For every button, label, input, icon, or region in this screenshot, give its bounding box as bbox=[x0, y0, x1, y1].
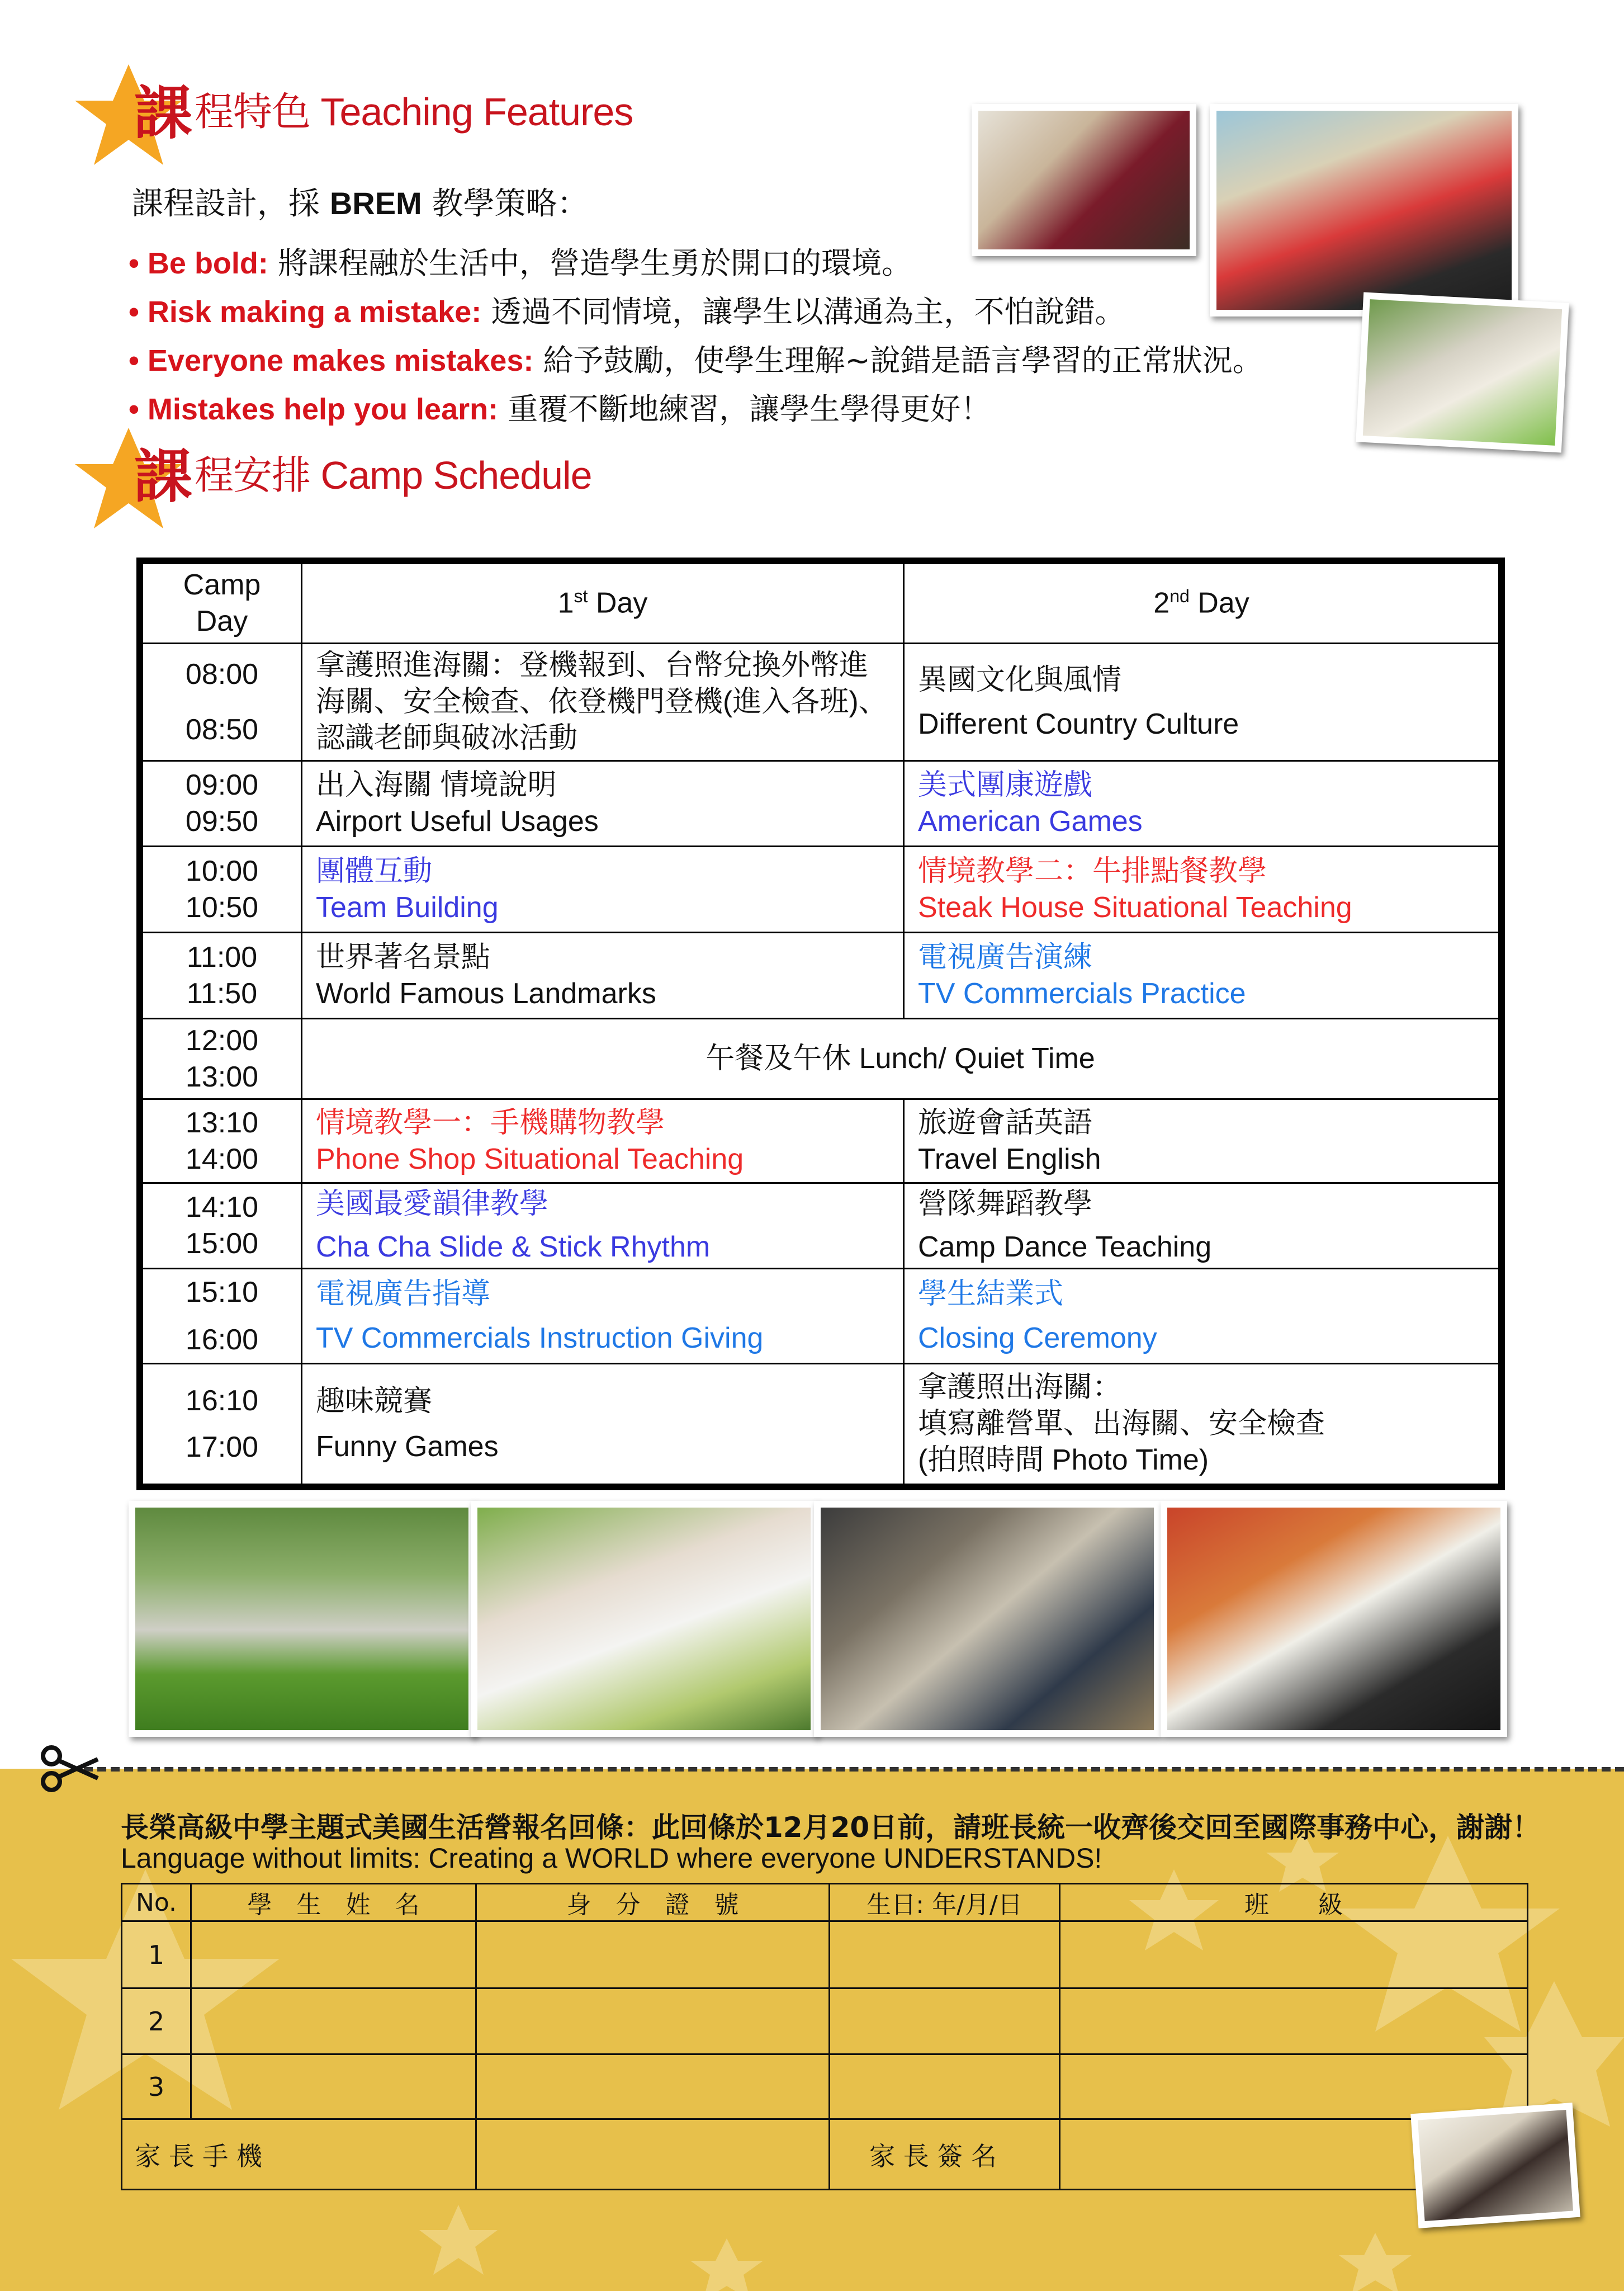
day1-cell: 趣味競賽 Funny Games bbox=[302, 1364, 904, 1485]
birthday-field[interactable] bbox=[830, 2054, 1060, 2119]
parent-sign-label: 家 長 簽 名 bbox=[830, 2119, 1060, 2190]
day2-cell: 營隊舞蹈教學 Camp Dance Teaching bbox=[904, 1183, 1499, 1269]
header-no: No. bbox=[122, 1884, 191, 1921]
feature-item: • Be bold: 將課程融於生活中，營造學生勇於開口的環境。 bbox=[129, 245, 912, 281]
photo-lawn-group bbox=[129, 1501, 475, 1737]
features-heading-initial: 課 bbox=[134, 78, 193, 147]
parent-phone-field[interactable] bbox=[476, 2119, 830, 2190]
day2-cell: 旅遊會話英語 Travel English bbox=[904, 1099, 1499, 1183]
table-row bbox=[122, 1921, 1528, 1988]
row-number: 3 bbox=[122, 2054, 191, 2119]
features-heading bbox=[73, 62, 744, 147]
schedule-heading-text: 程安排 Camp Schedule bbox=[195, 454, 592, 497]
table-row bbox=[122, 1988, 1528, 2054]
form-subtitle: Language without limits: Creating a WORLD where everyone UNDERSTANDS! bbox=[121, 1843, 1102, 1874]
schedule-table bbox=[136, 558, 1505, 1490]
day2-cell: 電視廣告演練 TV Commercials Practice bbox=[904, 933, 1499, 1019]
class-field[interactable] bbox=[1060, 1921, 1528, 1988]
birthday-field[interactable] bbox=[830, 1988, 1060, 2054]
time-cell: 15:10 16:00 bbox=[143, 1269, 302, 1364]
class-field[interactable] bbox=[1060, 1988, 1528, 2054]
day2-cell: 異國文化與風情 Different Country Culture bbox=[904, 644, 1499, 761]
registration-table bbox=[121, 1883, 1528, 2190]
header-camp-day: Camp Day bbox=[143, 564, 302, 644]
table-row bbox=[143, 1019, 1499, 1099]
time-cell: 12:00 13:00 bbox=[143, 1019, 302, 1099]
time-cell: 13:10 14:00 bbox=[143, 1099, 302, 1183]
header-birthday: 生日: 年/月/日 bbox=[830, 1884, 1060, 1921]
form-title: 長榮高級中學主題式美國生活營報名回條：此回條於12月20日前，請班長統一收齊後交回至國際事務中心，謝謝！ bbox=[121, 1811, 1541, 1844]
time-cell: 09:00 09:50 bbox=[143, 761, 302, 847]
schedule-header-row bbox=[143, 564, 1499, 644]
feature-item: • Risk making a mistake: 透過不同情境，讓學生以溝通為主，不怕說錯。 bbox=[129, 294, 1125, 329]
day2-cell: 情境教學二：牛排點餐教學 Steak House Situational Teaching bbox=[904, 847, 1499, 933]
table-row bbox=[122, 2119, 1528, 2190]
time-cell: 16:10 17:00 bbox=[143, 1364, 302, 1485]
class-field[interactable] bbox=[1060, 2054, 1528, 2119]
day1-cell: 團體互動 Team Building bbox=[302, 847, 904, 933]
day1-cell: 情境教學一：手機購物教學 Phone Shop Situational Teaching bbox=[302, 1099, 904, 1183]
table-row bbox=[143, 1364, 1499, 1485]
id-field[interactable] bbox=[476, 1988, 830, 2054]
day2-cell: 美式團康遊戲 American Games bbox=[904, 761, 1499, 847]
registration-header-row bbox=[122, 1884, 1528, 1921]
table-row bbox=[143, 644, 1499, 761]
header-class: 班 級 bbox=[1060, 1884, 1528, 1921]
day1-cell: 出入海關 情境說明 Airport Useful Usages bbox=[302, 761, 904, 847]
photo-group-smiling bbox=[1356, 292, 1569, 453]
table-row bbox=[143, 1099, 1499, 1183]
table-row bbox=[122, 2054, 1528, 2119]
day1-cell: 美國最愛韻律教學 Cha Cha Slide & Stick Rhythm bbox=[302, 1183, 904, 1269]
day1-cell: 拿護照進海關：登機報到、台幣兌換外幣進海關、安全檢查、依登機門登機(進入各班)、認識老師與破冰活動 bbox=[302, 644, 904, 761]
schedule-heading bbox=[73, 425, 744, 511]
birthday-field[interactable] bbox=[830, 1921, 1060, 1988]
id-field[interactable] bbox=[476, 1921, 830, 1988]
row-number: 2 bbox=[122, 1988, 191, 2054]
header-day2: 2nd Day bbox=[904, 564, 1499, 644]
table-row bbox=[143, 847, 1499, 933]
table-row bbox=[143, 1183, 1499, 1269]
row-number: 1 bbox=[122, 1921, 191, 1988]
table-row bbox=[143, 933, 1499, 1019]
features-intro: 課程設計，採 BREM 教學策略： bbox=[132, 186, 589, 222]
day2-cell: 學生結業式 Closing Ceremony bbox=[904, 1269, 1499, 1364]
photo-performer bbox=[1210, 104, 1518, 317]
day2-cell: 拿護照出海關： 填寫離營單、出海關、安全檢查 (拍照時間 Photo Time) bbox=[904, 1364, 1499, 1485]
day1-cell: 電視廣告指導 TV Commercials Instruction Giving bbox=[302, 1269, 904, 1364]
header-id: 身 分 證 號 bbox=[476, 1884, 830, 1921]
parent-phone-label: 家 長 手 機 bbox=[122, 2119, 476, 2190]
day1-cell: 世界著名景點 World Famous Landmarks bbox=[302, 933, 904, 1019]
photo-airport-officer bbox=[814, 1501, 1161, 1737]
header-day1: 1st Day bbox=[302, 564, 904, 644]
cut-line bbox=[84, 1767, 1624, 1772]
feature-item: • Mistakes help you learn: 重覆不斷地練習，讓學生學得更好！ bbox=[129, 391, 991, 427]
scissors-icon bbox=[39, 1744, 101, 1794]
table-row bbox=[143, 761, 1499, 847]
feature-item: • Everyone makes mistakes: 給予鼓勵，使學生理解~說錯是語言學習的正常狀況。 bbox=[129, 343, 1263, 378]
photo-teacher-student bbox=[972, 104, 1196, 256]
photo-indoor-party bbox=[1161, 1501, 1507, 1737]
name-field[interactable] bbox=[191, 1988, 476, 2054]
time-cell: 14:10 15:00 bbox=[143, 1183, 302, 1269]
time-cell: 10:00 10:50 bbox=[143, 847, 302, 933]
time-cell: 08:00 08:50 bbox=[143, 644, 302, 761]
time-cell: 11:00 11:50 bbox=[143, 933, 302, 1019]
name-field[interactable] bbox=[191, 2054, 476, 2119]
photo-strip bbox=[129, 1501, 1508, 1737]
name-field[interactable] bbox=[191, 1921, 476, 1988]
photo-classroom bbox=[1410, 2103, 1580, 2228]
photo-girl-pointing bbox=[471, 1501, 817, 1737]
table-row bbox=[143, 1269, 1499, 1364]
features-heading-text: 程特色 Teaching Features bbox=[195, 90, 633, 134]
header-name: 學 生 姓 名 bbox=[191, 1884, 476, 1921]
lunch-cell: 午餐及午休 Lunch/ Quiet Time bbox=[302, 1019, 1499, 1099]
schedule-heading-initial: 課 bbox=[134, 442, 193, 511]
id-field[interactable] bbox=[476, 2054, 830, 2119]
